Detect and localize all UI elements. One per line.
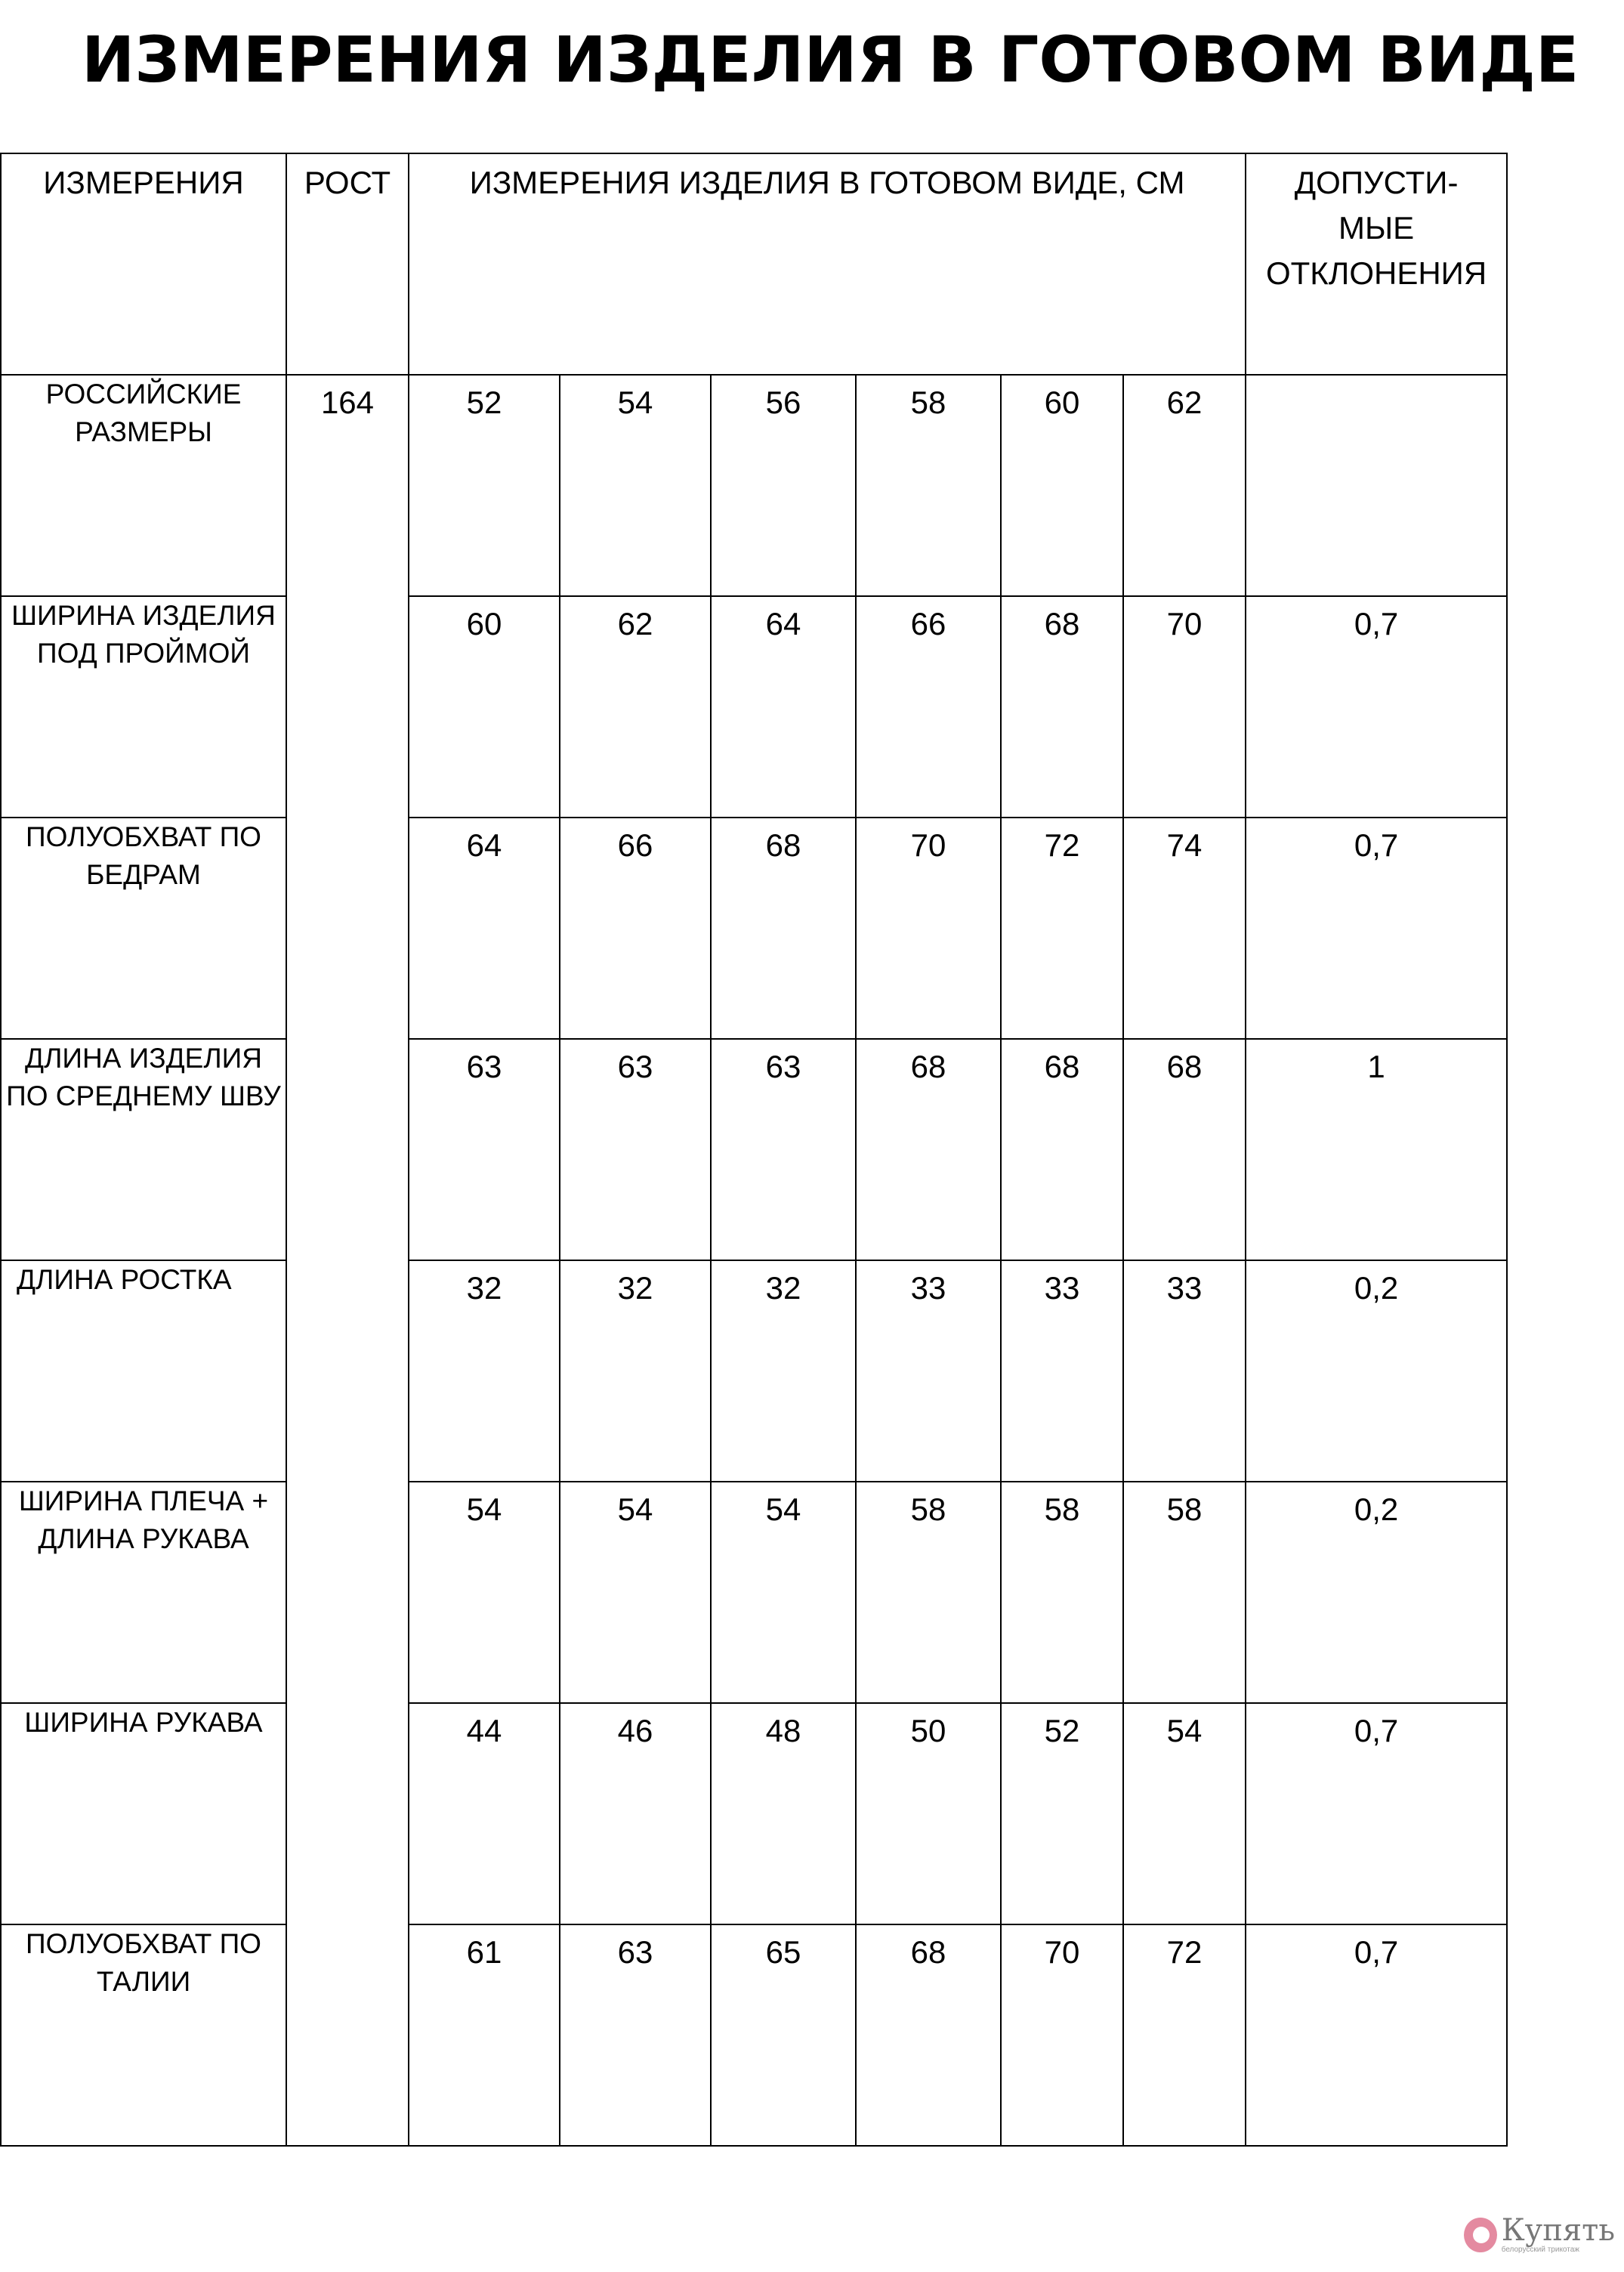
tolerance-value: 0,7: [1246, 1924, 1507, 2146]
table-row: [1, 1482, 1507, 1703]
tolerance-value: 0,2: [1246, 1260, 1507, 1482]
size-value: 52: [1001, 1703, 1123, 1924]
size-value: 64: [711, 596, 856, 818]
header-finished-measurements: ИЗМЕРЕНИЯ ИЗДЕЛИЯ В ГОТОВОМ ВИДЕ, СМ: [409, 153, 1246, 375]
size-value: 70: [856, 818, 1001, 1039]
size-value: 63: [409, 1039, 560, 1260]
size-value: 54: [711, 1482, 856, 1703]
tolerance-value: 0,2: [1246, 1482, 1507, 1703]
size-value: 72: [1001, 818, 1123, 1039]
size-value: 60: [409, 596, 560, 818]
table-row: [1, 818, 1507, 1039]
size-value: 33: [1001, 1260, 1123, 1482]
brand-logo: [1464, 2212, 1615, 2258]
table-row: [1, 1924, 1507, 2146]
size-value: 63: [560, 1039, 711, 1260]
size-value: 64: [409, 818, 560, 1039]
row-label: ДЛИНА ИЗДЕЛИЯ ПО СРЕДНЕМУ ШВУ: [1, 1039, 286, 1260]
size-value: 68: [856, 1924, 1001, 2146]
size-value: 74: [1123, 818, 1246, 1039]
logo-name: Купять: [1501, 2213, 1615, 2248]
size-value: 58: [1123, 1482, 1246, 1703]
table-row: [1, 596, 1507, 818]
table-row: [1, 1260, 1507, 1482]
size-value: 54: [560, 375, 711, 596]
size-value: 68: [711, 818, 856, 1039]
size-value: 56: [711, 375, 856, 596]
row-label: ШИРИНА ИЗДЕЛИЯ ПОД ПРОЙМОЙ: [1, 596, 286, 818]
size-value: 58: [856, 1482, 1001, 1703]
size-value: 50: [856, 1703, 1001, 1924]
page-title: ИЗМЕРЕНИЯ ИЗДЕЛИЯ В ГОТОВОМ ВИДЕ: [82, 23, 1579, 97]
size-value: 58: [856, 375, 1001, 596]
size-value: 33: [1123, 1260, 1246, 1482]
size-value: 32: [560, 1260, 711, 1482]
row-label: ПОЛУОБХВАТ ПО ТАЛИИ: [1, 1924, 286, 2146]
header-tolerance: ДОПУСТИ-МЫЕ ОТКЛОНЕНИЯ: [1246, 153, 1507, 375]
table-row: [1, 375, 1507, 596]
tolerance-value: 0,7: [1246, 818, 1507, 1039]
row-label: ДЛИНА РОСТКА: [1, 1260, 286, 1482]
tolerance-value: 0,7: [1246, 596, 1507, 818]
size-table: [0, 153, 1508, 2147]
size-value: 60: [1001, 375, 1123, 596]
header-measurements: ИЗМЕРЕНИЯ: [1, 153, 286, 375]
size-value: 58: [1001, 1482, 1123, 1703]
height-value: 164: [286, 375, 409, 2146]
table-row: [1, 1703, 1507, 1924]
row-label: РОССИЙСКИЕ РАЗМЕРЫ: [1, 375, 286, 596]
size-value: 54: [1123, 1703, 1246, 1924]
logo-icon: [1464, 2218, 1497, 2252]
size-value: 68: [1123, 1039, 1246, 1260]
size-value: 46: [560, 1703, 711, 1924]
size-value: 48: [711, 1703, 856, 1924]
tolerance-value: [1246, 375, 1507, 596]
logo-tagline: белорусский трикотаж: [1501, 2246, 1579, 2254]
size-value: 62: [1123, 375, 1246, 596]
size-value: 52: [409, 375, 560, 596]
row-label: ШИРИНА РУКАВА: [1, 1703, 286, 1924]
size-value: 44: [409, 1703, 560, 1924]
tolerance-value: 1: [1246, 1039, 1507, 1260]
header-row: [1, 153, 1507, 375]
size-value: 65: [711, 1924, 856, 2146]
size-value: 63: [560, 1924, 711, 2146]
size-value: 68: [1001, 1039, 1123, 1260]
size-value: 54: [560, 1482, 711, 1703]
size-value: 72: [1123, 1924, 1246, 2146]
size-value: 62: [560, 596, 711, 818]
size-value: 63: [711, 1039, 856, 1260]
row-label: ПОЛУОБХВАТ ПО БЕДРАМ: [1, 818, 286, 1039]
size-value: 32: [409, 1260, 560, 1482]
row-label: ШИРИНА ПЛЕЧА + ДЛИНА РУКАВА: [1, 1482, 286, 1703]
size-value: 70: [1001, 1924, 1123, 2146]
size-value: 61: [409, 1924, 560, 2146]
size-value: 66: [560, 818, 711, 1039]
size-value: 70: [1123, 596, 1246, 818]
size-value: 54: [409, 1482, 560, 1703]
size-value: 32: [711, 1260, 856, 1482]
size-value: 68: [856, 1039, 1001, 1260]
size-value: 68: [1001, 596, 1123, 818]
tolerance-value: 0,7: [1246, 1703, 1507, 1924]
size-value: 66: [856, 596, 1001, 818]
header-height: РОСТ: [286, 153, 409, 375]
size-value: 33: [856, 1260, 1001, 1482]
table-row: [1, 1039, 1507, 1260]
